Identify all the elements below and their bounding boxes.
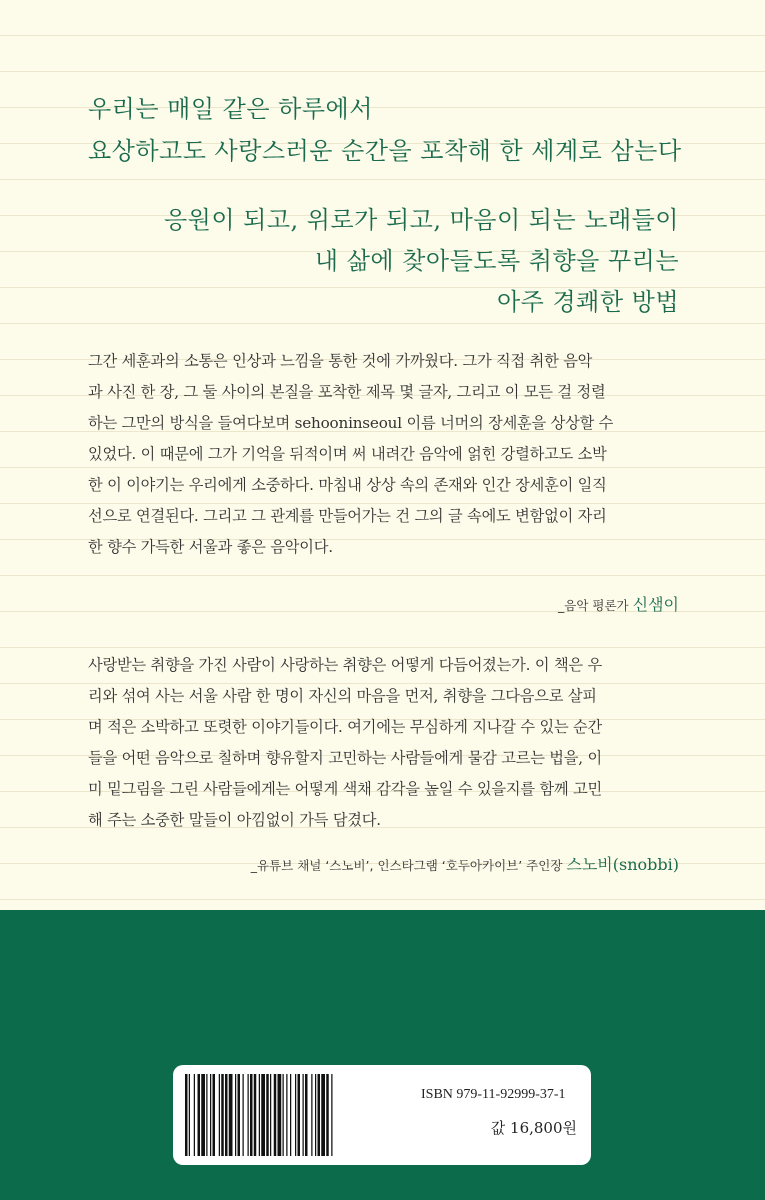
review-quote-2 bbox=[88, 650, 688, 836]
tagline-top-line: 우리는 매일 같은 하루에서 bbox=[88, 95, 373, 123]
review-line: 한 향수 가득한 서울과 좋은 음악이다. bbox=[88, 538, 333, 556]
review-1-attribution bbox=[558, 592, 679, 615]
tagline-right-line: 내 삶에 찾아들도록 취향을 꾸리는 bbox=[314, 247, 679, 275]
review-2-attribution bbox=[251, 852, 679, 875]
price-label: 값 16,800원 bbox=[490, 1119, 577, 1137]
isbn-label: ISBN 979-11-92999-37-1 bbox=[421, 1087, 566, 1102]
review-quote-1 bbox=[88, 346, 688, 563]
review-line: 그간 세훈과의 소통은 인상과 느낌을 통한 것에 가까웠다. 그가 직접 취한 음악 bbox=[88, 352, 593, 370]
review-line: 리와 섞여 사는 서울 사람 한 명이 자신의 마음을 먼저, 취향을 그다음으로 살피 bbox=[88, 687, 597, 705]
review-line: 들을 어떤 음악으로 칠하며 향유할지 고민하는 사람들에게 물감 고르는 법을, 이 bbox=[88, 749, 602, 767]
review-line: 선으로 연결된다. 그리고 그 관계를 만들어가는 건 그의 글 속에도 변함없이 자리 bbox=[88, 507, 607, 525]
attribution-name: 신샘이 bbox=[632, 595, 679, 614]
attribution-prefix: _음악 평론가 bbox=[558, 598, 629, 613]
review-line: 하는 그만의 방식을 들여다보며 sehooninseoul 이름 너머의 장세훈을 상상할 수 bbox=[88, 414, 614, 432]
attribution-name: 스노비(snobbi) bbox=[566, 855, 679, 874]
tagline-right-line: 아주 경쾌한 방법 bbox=[496, 288, 679, 316]
review-line: 며 적은 소박하고 또렷한 이야기들이다. 여기에는 무심하게 지나갈 수 있는 순간 bbox=[88, 718, 602, 736]
barcode-icon bbox=[185, 1074, 407, 1156]
review-line: 있었다. 이 때문에 그가 기억을 뒤적이며 써 내려간 음악에 얽힌 강렬하고도 소박 bbox=[88, 445, 607, 463]
tagline-top-line: 요상하고도 사랑스러운 순간을 포착해 한 세계로 삼는다 bbox=[88, 137, 682, 165]
review-line: 한 이 이야기는 우리에게 소중하다. 마침내 상상 속의 존재와 인간 장세훈이 일직 bbox=[88, 476, 607, 494]
tagline-right-line: 응원이 되고, 위로가 되고, 마음이 되는 노래들이 bbox=[163, 206, 679, 234]
review-line: 사랑받는 취향을 가진 사람이 사랑하는 취향은 어떻게 다듬어졌는가. 이 책은 우 bbox=[88, 656, 602, 674]
tagline-right bbox=[164, 200, 679, 323]
barcode-panel bbox=[173, 1065, 591, 1165]
review-line: 해 주는 소중한 말들이 아낌없이 가득 담겼다. bbox=[88, 811, 381, 829]
attribution-prefix: _유튜브 채널 ‘스노비’, 인스타그램 ‘호두아카이브’ 주인장 bbox=[250, 858, 563, 873]
tagline-top bbox=[88, 88, 682, 172]
review-line: 과 사진 한 장, 그 둘 사이의 본질을 포착한 제목 몇 글자, 그리고 이 모든 걸 정렬 bbox=[88, 383, 606, 401]
review-line: 미 밑그림을 그린 사람들에게는 어떻게 색채 감각을 높일 수 있을지를 함께 고민 bbox=[88, 780, 602, 798]
